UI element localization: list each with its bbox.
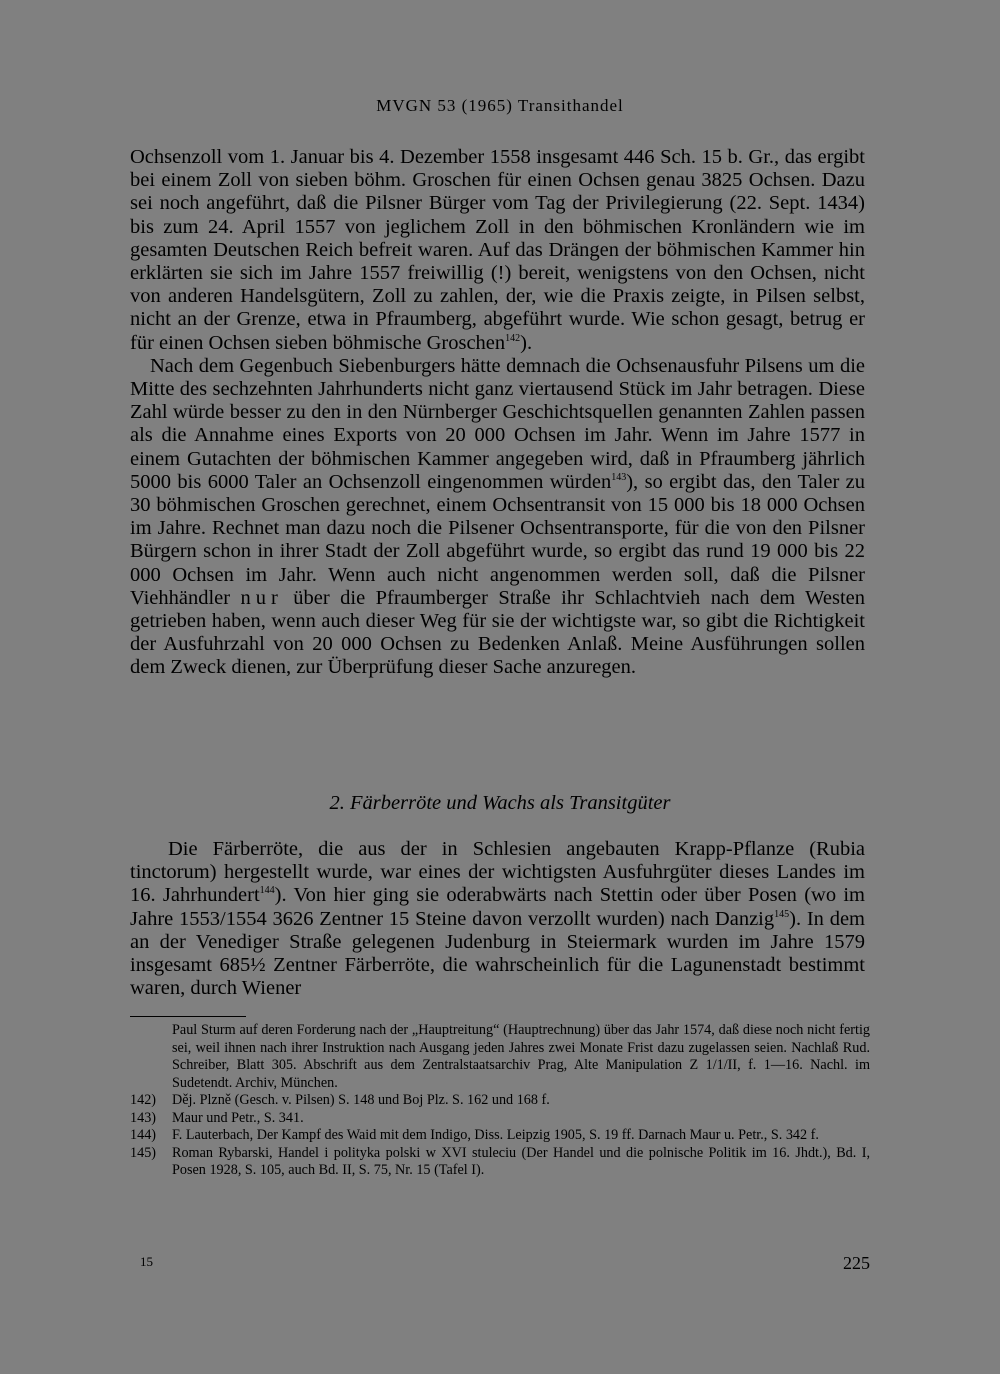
emphasis-nur: nur bbox=[240, 586, 283, 609]
paragraph-2-text-b: ), so ergibt das, den Taler zu 30 böhmischen Groschen gerechnet, einem Ochsentransit von 15 000 bis 18 000 Ochsen im Jahre. Rechnet man dazu noch die Pilsener Ochsentransporte, für die von den Pilsner Bürgern schon in ihrer Stadt der Zoll abgeführt wurde, so ergibt das rund 19 000 bis 22 000 Ochsen im Jahr. Wenn auch nicht angenommen werden soll, daß die Pilsner Viehhändler bbox=[130, 470, 866, 609]
footnote-number: 143) bbox=[130, 1109, 157, 1126]
footnote-142 bbox=[130, 1092, 870, 1110]
paragraph-2-text-c: über die Pfraumberger Straße ihr Schlachtvieh nach dem Westen getrieben haben, wenn auch dieser Weg für sie der wichtigste war, so gibt die Richtigkeit der Ausfuhrzahl von 20 000 Ochsen zu Bedenken Anlaß. Meine Ausführungen sollen dem Zweck dienen, zur Überprüfung dieser Sache anzuregen. bbox=[130, 586, 866, 679]
signature-mark: 15 bbox=[140, 1254, 153, 1269]
footnote-number: 142) bbox=[130, 1092, 157, 1108]
paragraph-3 bbox=[130, 838, 865, 1000]
section-text bbox=[130, 838, 865, 1000]
footnote-text: Maur und Petr., S. 341. bbox=[172, 1109, 304, 1126]
paragraph-3-text-b: ). Von hier ging sie oderabwärts nach Stettin oder über Posen (wo im Jahre 1553/1554 3626 Zentner 15 Steine davon verzollt wurden) nach Danzig bbox=[130, 884, 865, 930]
footnote-ref-143: 143 bbox=[611, 472, 627, 484]
footnote-number: 145) bbox=[130, 1144, 157, 1161]
main-text bbox=[130, 146, 865, 680]
footnote-ref-144: 144 bbox=[259, 885, 275, 897]
footnote-number: 144) bbox=[130, 1127, 157, 1143]
page-number: 225 bbox=[843, 1253, 870, 1273]
footnote-ref-145: 145 bbox=[774, 908, 790, 920]
paragraph-1-end: ). bbox=[520, 331, 533, 354]
paragraph-3-text-a: Die Färberröte, die aus der in Schlesien angebauten Krapp-Pflanze (Rubia tinctorum) hergestellt wurde, war eines der wichtigsten Ausfuhrgüter dieses Landes im 16. Jahrhundert bbox=[130, 838, 865, 907]
footnote-ref-142: 142 bbox=[505, 332, 521, 344]
footnote-text: F. Lauterbach, Der Kampf des Waid mit dem Indigo, Diss. Leipzig 1905, S. 19 ff. Darnach Maur u. Petr., S. 342 f. bbox=[172, 1127, 819, 1143]
footnote-145 bbox=[130, 1145, 870, 1180]
paragraph-1 bbox=[130, 146, 865, 355]
section-heading: 2. Färberröte und Wachs als Transitgüter bbox=[329, 792, 671, 814]
paragraph-3-text-c: ). In dem an der Venediger Straße gelegenen Judenburg in Steiermark wurden im Jahre 1579 insgesamt 685½ Zentner Färberröte, die wahrscheinlich für die Lagunenstadt bestimmt waren, durch Wiener bbox=[130, 907, 866, 1000]
paragraph-1-text: Ochsenzoll vom 1. Januar bis 4. Dezember 1558 insgesamt 446 Sch. 15 b. Gr., das ergibt bei einem Zoll von sieben böhm. Groschen für einen Ochsen genau 3825 Ochsen. Dazu sei noch angeführt, daß die Pilsner Bürger vom Tag der Privilegierung (22. Sept. 1434) bis zum 24. April 1557 von jeglichem Zoll in den böhmischen Kronländern wie im gesamten Deutschen Reich befreit waren. Auf das Drängen der böhmischen Kammer hin erklärten sie sich im Jahre 1557 freiwillig (!) bereit, wenigstens von den Ochsen, nicht von anderen Handelsgütern, Zoll zu zahlen, der, wie die Praxis zeigte, in Pilsen selbst, nicht an der Grenze, etwa in Pfraumberg, abgeführt wurde. Wie schon gesagt, betrug er für einen Ochsen sieben böhmische Groschen bbox=[130, 146, 865, 354]
footnote-144 bbox=[130, 1127, 870, 1145]
footnote-text: Děj. Plzně (Gesch. v. Pilsen) S. 148 und Boj Plz. S. 162 und 168 f. bbox=[172, 1092, 550, 1108]
paragraph-2 bbox=[130, 355, 865, 680]
footnotes bbox=[130, 1022, 870, 1180]
footnote-143 bbox=[130, 1110, 870, 1128]
footnote-text: Roman Rybarski, Handel i polityka polski w XVI stuleciu (Der Handel und die polnische Politik im 16. Jhdt.), Bd. I, Posen 1928, S. 105, auch Bd. II, S. 75, Nr. 15 (Tafel I). bbox=[172, 1144, 870, 1178]
running-header: MVGN 53 (1965) Transithandel bbox=[376, 96, 624, 115]
footnote-rule bbox=[130, 1016, 246, 1017]
paragraph-2-text-a: Nach dem Gegenbuch Siebenburgers hätte demnach die Ochsenausfuhr Pilsens um die Mitte des sechzehnten Jahrhunderts nicht ganz viertausend Stück im Jahr betragen. Diese Zahl würde besser zu den in den Nürnberger Geschichtsquellen genannten Zahlen passen als die Annahme eines Exports von 20 000 Ochsen im Jahr. Wenn im Jahre 1577 in einem Gutachten der böhmischen Kammer angegeben wird, daß in Pfraumberg jährlich 5000 bis 6000 Taler an Ochsenzoll eingenommen würden bbox=[130, 354, 865, 493]
footnote-continuation: Paul Sturm auf deren Forderung nach der „Hauptreitung“ (Hauptrechnung) über das Jahr 1574, daß diese noch nicht fertig sei, weil ihnen nach ihrer Instruktion nach Ausgang jeden Jahres zwei Monate Frist dazu zugelassen seien. Nachlaß Rud. Schreiber, Blatt 305. Abschrift aus dem Zentralstaatsarchiv Prag, Alte Manipulation Z 1/1/II, f. 1—16. Nachl. im Sudetendt. Archiv, München. bbox=[172, 1022, 870, 1091]
